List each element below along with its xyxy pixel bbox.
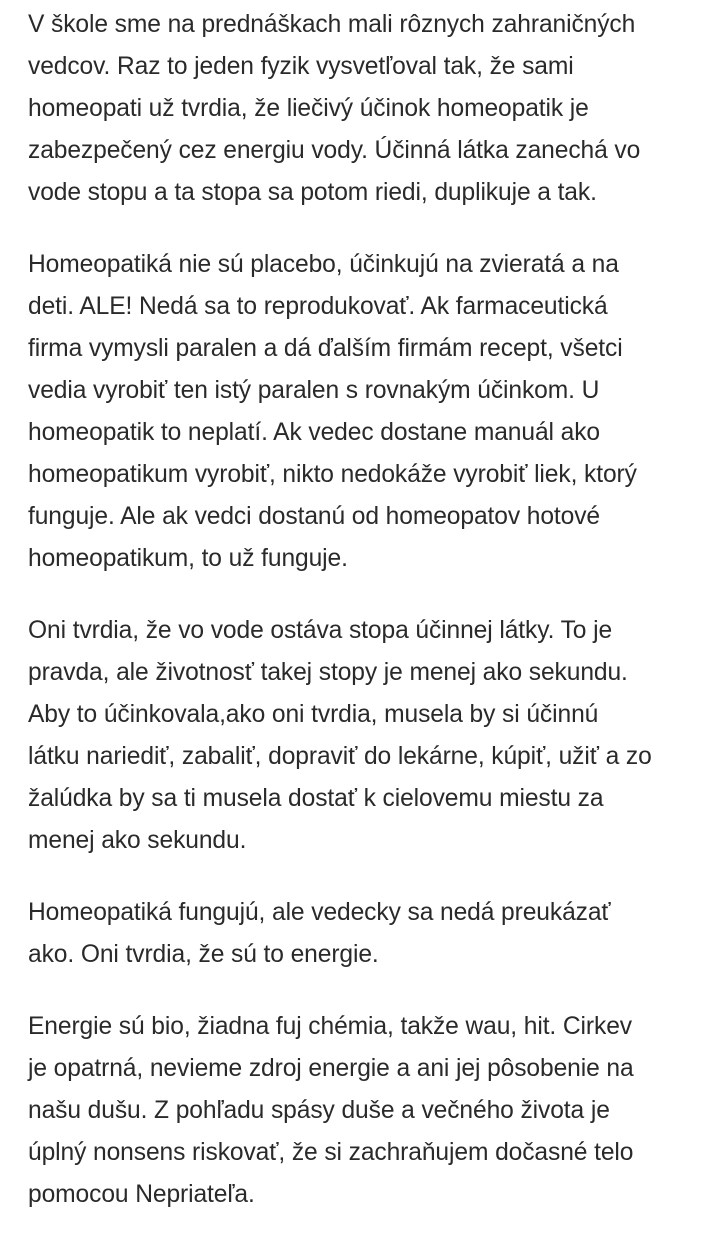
text-line: pomocou Nepriateľa. — [28, 1181, 255, 1208]
paragraph-2 — [28, 244, 708, 580]
text-line: žalúdka by sa ti musela dostať k cielovemu miestu za — [28, 785, 604, 812]
text-line: vode stopu a ta stopa sa potom riedi, duplikuje a tak. — [28, 179, 597, 206]
text-line: zabezpečený cez energiu vody. Účinná látka zanechá vo — [28, 137, 641, 164]
article-body — [28, 4, 708, 1246]
paragraph-5 — [28, 1006, 708, 1216]
text-line: vedcov. Raz to jeden fyzik vysvetľoval tak, že sami — [28, 53, 574, 80]
text-line: homeopatikum vyrobiť, nikto nedokáže vyrobiť liek, ktorý — [28, 461, 637, 488]
text-line: Energie sú bio, žiadna fuj chémia, takže wau, hit. Cirkev — [28, 1013, 632, 1040]
paragraph-1 — [28, 4, 708, 214]
text-line: Oni tvrdia, že vo vode ostáva stopa účinnej látky. To je — [28, 617, 613, 644]
text-line: Homeopatiká nie sú placebo, účinkujú na zvieratá a na — [28, 251, 619, 278]
text-line: Homeopatiká fungujú, ale vedecky sa nedá preukázať — [28, 899, 611, 926]
text-line: našu dušu. Z pohľadu spásy duše a večného života je — [28, 1097, 610, 1124]
text-line: látku nariediť, zabaliť, dopraviť do lekárne, kúpiť, užiť a zo — [28, 743, 652, 770]
text-line: homeopatik to neplatí. Ak vedec dostane manuál ako — [28, 419, 600, 446]
text-line: ako. Oni tvrdia, že sú to energie. — [28, 941, 379, 968]
text-line: pravda, ale životnosť takej stopy je menej ako sekundu. — [28, 659, 628, 686]
text-line: V škole sme na prednáškach mali rôznych zahraničných — [28, 11, 636, 38]
text-line: úplný nonsens riskovať, že si zachraňujem dočasné telo — [28, 1139, 634, 1166]
text-line: homeopatikum, to už funguje. — [28, 545, 348, 572]
paragraph-3 — [28, 610, 708, 862]
text-line: vedia vyrobiť ten istý paralen s rovnakým účinkom. U — [28, 377, 600, 404]
text-line: je opatrná, nevieme zdroj energie a ani jej pôsobenie na — [28, 1055, 634, 1082]
text-line: deti. ALE! Nedá sa to reprodukovať. Ak farmaceutická — [28, 293, 608, 320]
text-line: funguje. Ale ak vedci dostanú od homeopatov hotové — [28, 503, 601, 530]
text-line: homeopati už tvrdia, že liečivý účinok homeopatik je — [28, 95, 589, 122]
text-line: Aby to účinkovala,ako oni tvrdia, musela by si účinnú — [28, 701, 599, 728]
text-line: firma vymysli paralen a dá ďalším firmám recept, všetci — [28, 335, 623, 362]
paragraph-4 — [28, 892, 708, 976]
text-line: menej ako sekundu. — [28, 827, 247, 854]
